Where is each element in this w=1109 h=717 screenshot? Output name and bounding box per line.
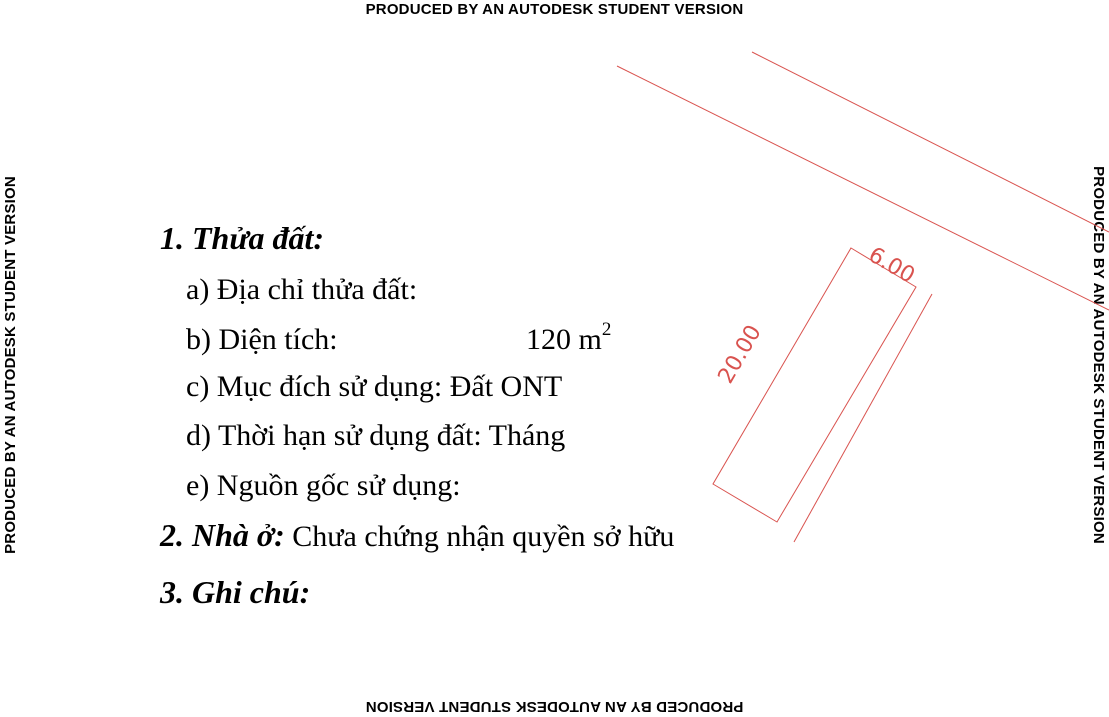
item-area: [186, 319, 612, 358]
dimension-label-length: 20.00: [713, 320, 767, 388]
section2-text: Chưa chứng nhận quyền sở hữu: [292, 520, 675, 553]
section3-heading: 3. Ghi chú:: [160, 574, 311, 610]
section1-heading: 1. Thửa đất:: [160, 220, 325, 256]
item-address: a) Địa chỉ thửa đất:: [186, 273, 418, 306]
item-term: d) Thời hạn sử dụng đất: Tháng: [186, 419, 566, 452]
item-purpose: c) Mục đích sử dụng: Đất ONT: [186, 370, 563, 403]
section2-heading: 2. Nhà ở:: [160, 517, 285, 553]
watermark-bottom: PRODUCED BY AN AUTODESK STUDENT VERSION: [365, 698, 744, 715]
area-value: 120 $m^2$: [526, 319, 612, 356]
area-unit-superscript: 2: [601, 319, 612, 340]
watermark-right: PRODUCED BY AN AUTODESK STUDENT VERSION: [1090, 166, 1107, 544]
watermark-top: PRODUCED BY AN AUTODESK STUDENT VERSION: [365, 1, 744, 18]
item-area-label: b) Diện tích:: [186, 323, 338, 356]
dimension-label-width: 6.00: [864, 242, 919, 289]
watermark-left: PRODUCED BY AN AUTODESK STUDENT VERSION: [2, 176, 19, 554]
section2: [160, 517, 674, 555]
item-origin: e) Nguồn gốc sử dụng:: [186, 469, 461, 502]
